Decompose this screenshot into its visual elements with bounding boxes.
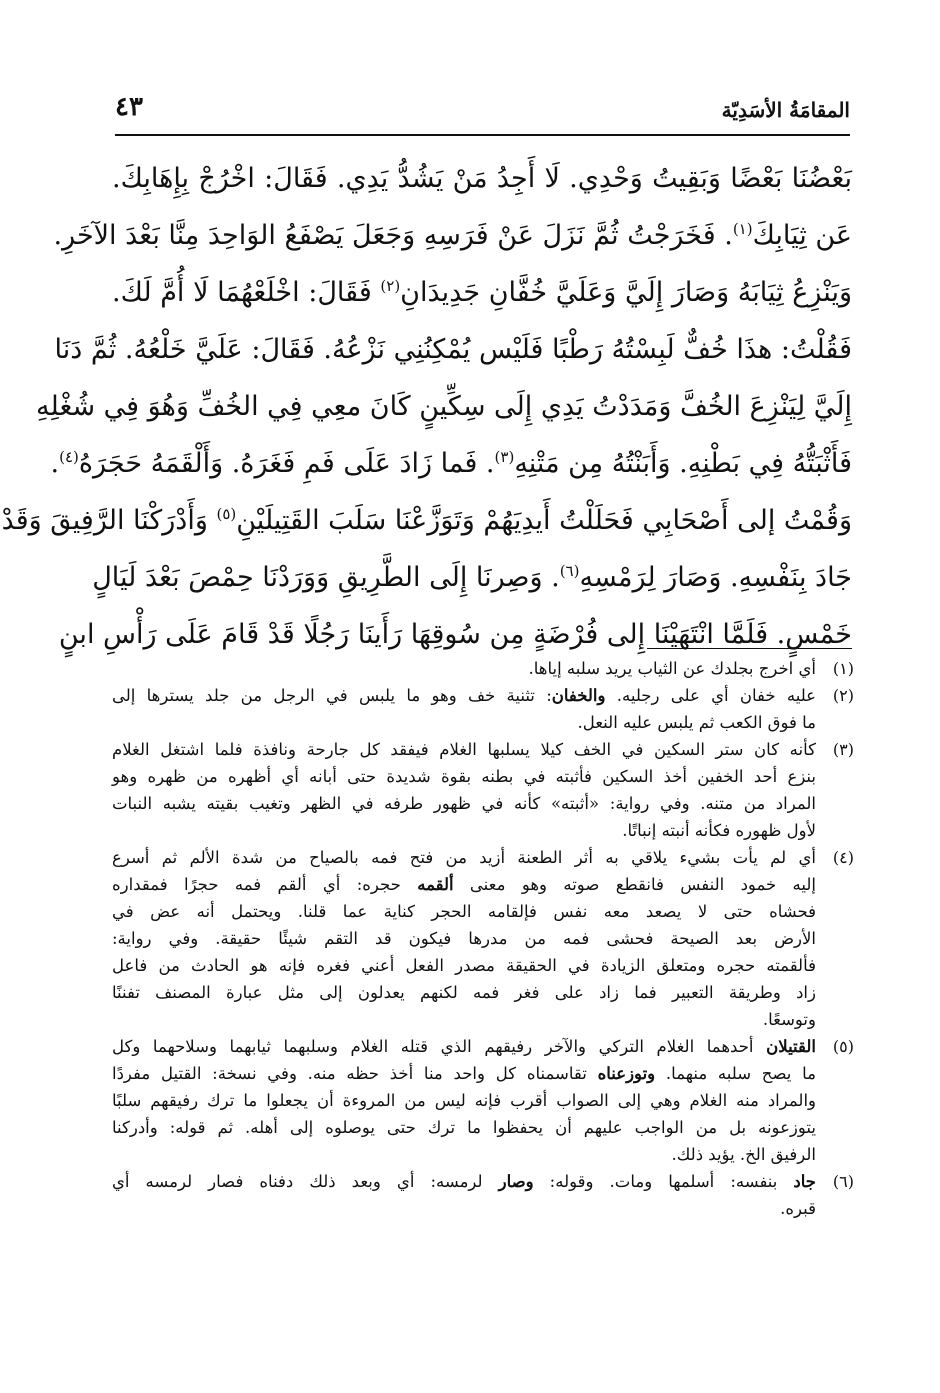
footnote-number: (١): [832, 659, 854, 678]
footnote-line: ما فوق الكعب ثم يلبس عليه النعل.: [577, 713, 816, 732]
footnote: [112, 655, 854, 682]
footnote-number: (٣): [832, 740, 854, 759]
page-header: [115, 88, 850, 132]
footnote-line: أي اخرج بجلدك عن الثياب يريد سلبه إياها.: [528, 659, 816, 678]
footnote-number: (٦): [832, 1172, 854, 1191]
footnote: [112, 844, 854, 1033]
footnote-separator: [647, 648, 852, 649]
footnote-line: أي لم يأت بشيء يلاقي به أثر الطعنة أزيد من فتح فمه بالصياح من شدة الألم ثم أسرع: [112, 848, 816, 867]
footnote-line: فحشاه حتى لا يصعد معه نفس فإلقامه الحجر كناية عما قلنا. ويحتمل أنه عض في: [112, 902, 816, 921]
footnote-line: وتوسعًا.: [762, 1010, 816, 1029]
footnote-ref: (٦): [559, 562, 580, 580]
footnote-line: والمراد منه الغلام وهي إلى الصواب أقرب فإنه ليس من المروءة أن يجعلوا ما ترك رفيقهم سلبًا: [112, 1091, 816, 1110]
main-text-line: وَيَنْزِعُ ثِيَابَهُ وَصَارَ إِلَيَّ وَعَلَيَّ خُفَّانِ جَدِيدَانِ$^{(٢)}$ فَقَالَ: اخْلَعْهُمَا لَا أُمَّ لَكَ.: [112, 277, 853, 308]
footnote-line: بنزع أحد الخفين أخذ السكين فأثبته في بطنه بقوة شديدة حتى أبانه أي أظهره من ظهره وهو: [112, 767, 816, 786]
footnote-ref: (١): [732, 220, 753, 238]
header-rule: [115, 134, 850, 136]
footnote-number: (٥): [832, 1037, 854, 1056]
footnotes: [112, 655, 854, 1222]
footnote-line: الرفيق الخ. يؤيد ذلك.: [671, 1145, 816, 1164]
main-text-line: إِلَيَّ لِيَنْزِعَ الخُفَّ وَمَدَدْتُ يَدِي إِلَى سِكِّينٍ كَانَ معِي فِي الخُفِّ وَهُوَ فِي شُغْلِهِ: [36, 391, 852, 422]
page-number: ٤٣: [115, 92, 143, 122]
footnote-line: كأنه كان ستر السكين في الخف كيلا يسلبها الغلام فيفقد كل جارحة ونافذة فلما اشتغل الغلام: [112, 740, 816, 759]
footnote-ref: (٤): [59, 448, 79, 466]
footnote-number: (٢): [832, 686, 854, 705]
main-text-line: فَأَثْبَتُّهُ فِي بَطْنِهِ. وَأَبَنْتُهُ مِن مَتْنِهِ$^{(٣)}$. فَما زَادَ عَلَى فَمِ فَغَرَهُ. وَأَلْقَمَهُ حَجَرَهُ$^{(٤)}$.: [50, 448, 852, 479]
footnote-line: زاد وطريقة التعبير فما زاد على فغر فمه لكنهم يعدلون إلى مثل عبارة المصنف تفننًا: [112, 983, 816, 1002]
main-text-line: بَعْضُنَا بَعْضًا وَبَقِيتُ وَحْدِي. لَا أَجِدُ مَنْ يَشُدُّ يَدِي. فَقَالَ: اخْرُجْ بِإِهَابِكَ.: [112, 163, 852, 194]
footnote-ref: (٢): [380, 277, 401, 295]
footnote-line: ما يصح سلبه منهما. وتوزعناه تقاسمناه كل واحد منا أخذ حظه منه. وفي نسخة: القتيل مفردًا: [112, 1064, 816, 1083]
main-text-line: وَقُمْتُ إلى أَصْحَابِي فَحَلَلْتُ أَيدِيَهُمْ وَتَوَزَّعْنَا سَلَبَ القَتِيلَيْنِ$^{(٥)}$ وَأَدْرَكْنَا الرَّفِيقَ وَقَدْ: [1, 505, 852, 536]
footnote-ref: (٣): [494, 448, 515, 466]
footnote-line: إليه خمود النفس فانقطع صوته وهو معنى ألقمه حجره: أي ألقم فمه حجرًا فمقداره: [112, 875, 816, 894]
footnote-line: يتوزعونه بل من الواجب عليهم أن يحفظوا ما ترك حتى يوصلوه إلى أهله. ثم قوله: وأدركنا: [112, 1118, 816, 1137]
footnote-line: قبره.: [780, 1199, 816, 1218]
footnote-ref: (٥): [216, 505, 237, 523]
footnote-line: فألقمته حجره ومتعلق الزيادة في الحقيقة مصدر الفعل أعني فغره فإنه هو الحادث من فاعل: [112, 956, 816, 975]
main-text: [1, 150, 853, 663]
footnote: [112, 736, 854, 844]
footnote-line: لأول ظهوره فكأنه أنبته إنباتًا.: [622, 821, 816, 840]
running-title: المقامَةُ الأسَدِيّة: [721, 98, 850, 122]
footnote: [112, 1033, 854, 1168]
footnote-line: القتيلان أحدهما الغلام التركي والآخر رفيقهم الذي قتله الغلام وسلبهما ثيابهما وسلاحهما وكل: [112, 1037, 816, 1056]
footnote-line: المراد من متنه. وفي رواية: «أثبته» كأنه في ظهور طرفه في الظهر وتغيب بقيته يشبه النبات: [112, 794, 816, 813]
main-text-line: عَن ثِيَابِكَ$^{(١)}$. فَخَرَجْتُ ثُمَّ نَزَلَ عَنْ فَرَسِهِ وَجَعَلَ يَصْفَعُ الوَاحِدَ مِنَّا بَعْدَ الآخَرِ.: [53, 220, 852, 251]
footnote: [112, 1168, 854, 1222]
footnote-line: الأرض بعد الصيحة فحشى فمه من مدرها فيكون قد التقم شيئًا حقيقة. وفي رواية:: [112, 929, 816, 948]
footnote-number: (٤): [832, 848, 854, 867]
main-text-line: فَقُلْتُ: هذَا خُفٌّ لَبِسْتُهُ رَطْبًا فَلَيْس يُمْكِنُنِي نَزْعُهُ. فَقَالَ: عَلَيَّ خَلْعُهُ. ثُمَّ دَنَا: [54, 334, 852, 365]
main-text-line: خَمْسٍ. فَلَمَّا انْتَهَيْنَا إِلى فُرْضَةٍ مِن سُوقِهَا رَأَينَا رَجُلًا قَدْ قَامَ عَلَى رَأْسِ ابنٍ: [58, 619, 852, 650]
footnote: [112, 682, 854, 736]
main-text-line: جَادَ بِنَفْسِهِ. وَصَارَ لِرَمْسِهِ$^{(٦)}$. وَصِرنَا إِلَى الطَّرِيقِ وَوَرَدْنَا حِمْصَ بَعْدَ لَيَالٍ: [92, 562, 852, 593]
footnote-line: عليه خفان أي على رجليه. والخفان: تثنية خف وهو ما يلبس في الرجل من جلد يسترها إلى: [112, 686, 816, 705]
footnote-line: جاد بنفسه: أسلمها ومات. وقوله: وصار لرمسه: أي وبعد ذلك دفناه فصار لرمسه أي: [112, 1172, 816, 1191]
